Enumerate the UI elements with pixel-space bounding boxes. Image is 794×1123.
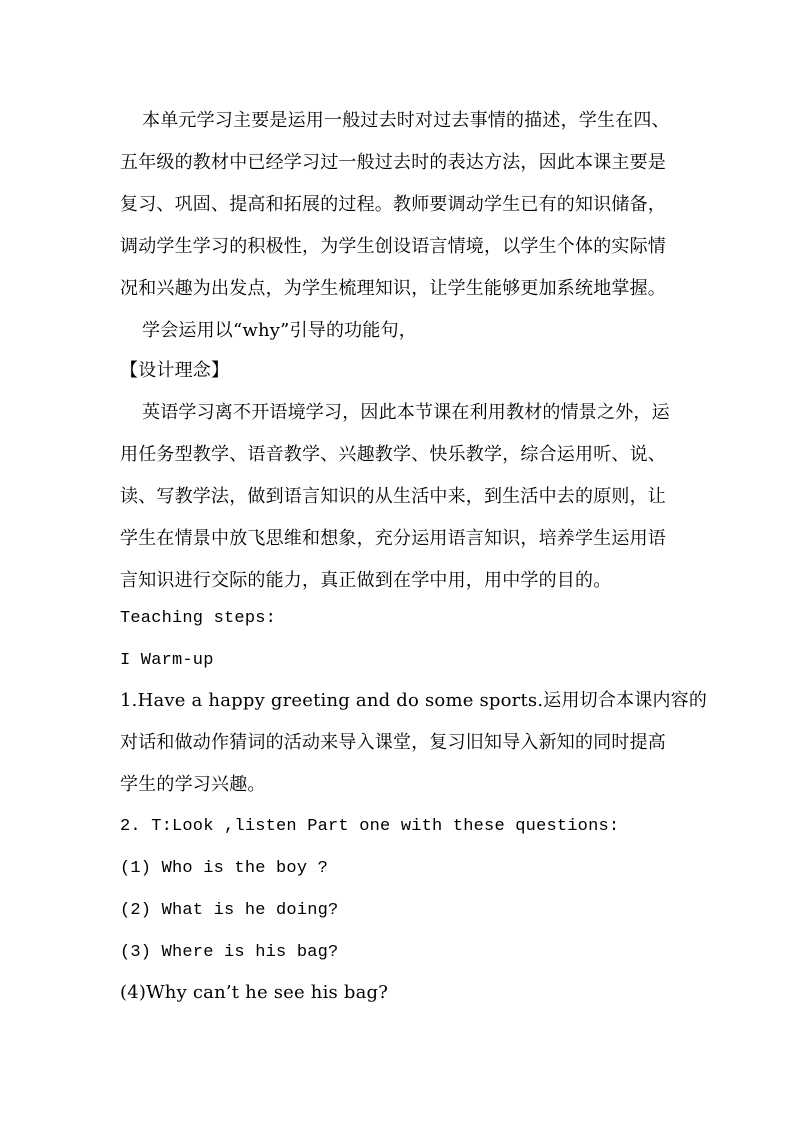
section-heading-design-concept: 【设计理念】	[120, 360, 230, 381]
step-1-line-1: 1.Have a happy greeting and do some sports.运用切合本课内容的	[120, 690, 708, 711]
paragraph-1-line-2: 五年级的教材中已经学习过一般过去时的表达方法，因此本课主要是	[120, 152, 666, 173]
paragraph-1-line-3: 复习、巩固、提高和拓展的过程。教师要调动学生已有的知识储备，	[120, 194, 666, 215]
paragraph-3-line-3: 读、写教学法，做到语言知识的从生活中来，到生活中去的原则，让	[120, 486, 666, 507]
step-2: 2. T:Look ,listen Part one with these questions:	[120, 817, 620, 836]
paragraph-3-line-1: 英语学习离不开语境学习，因此本节课在利用教材的情景之外，运	[142, 402, 670, 423]
paragraph-3-line-5: 言知识进行交际的能力，真正做到在学中用，用中学的目的。	[120, 570, 612, 591]
paragraph-2: 学会运用以“why”引导的功能句，	[142, 320, 417, 341]
question-1: (1) Who is the boy ?	[120, 859, 329, 878]
question-2: (2) What is he doing?	[120, 901, 339, 920]
paragraph-1-line-5: 况和兴趣为出发点，为学生梳理知识，让学生能够更加系统地掌握。	[120, 278, 666, 299]
step-1-line-3: 学生的学习兴趣。	[120, 774, 266, 795]
question-3: (3) Where is his bag?	[120, 943, 339, 962]
paragraph-3-line-4: 学生在情景中放飞思维和想象，充分运用语言知识，培养学生运用语	[120, 528, 666, 549]
paragraph-3-line-2: 用任务型教学、语音教学、兴趣教学、快乐教学，综合运用听、说、	[120, 444, 666, 465]
question-4: (4)Why can’t he see his bag?	[120, 982, 389, 1003]
paragraph-1-line-4: 调动学生学习的积极性，为学生创设语言情境，以学生个体的实际情	[120, 236, 666, 257]
warm-up-heading: I Warm-up	[120, 651, 214, 670]
step-1-line-2: 对话和做动作猜词的活动来导入课堂，复习旧知导入新知的同时提高	[120, 732, 666, 753]
paragraph-1-line-1: 本单元学习主要是运用一般过去时对过去事情的描述，学生在四、	[142, 110, 670, 131]
teaching-steps-heading: Teaching steps:	[120, 609, 277, 628]
